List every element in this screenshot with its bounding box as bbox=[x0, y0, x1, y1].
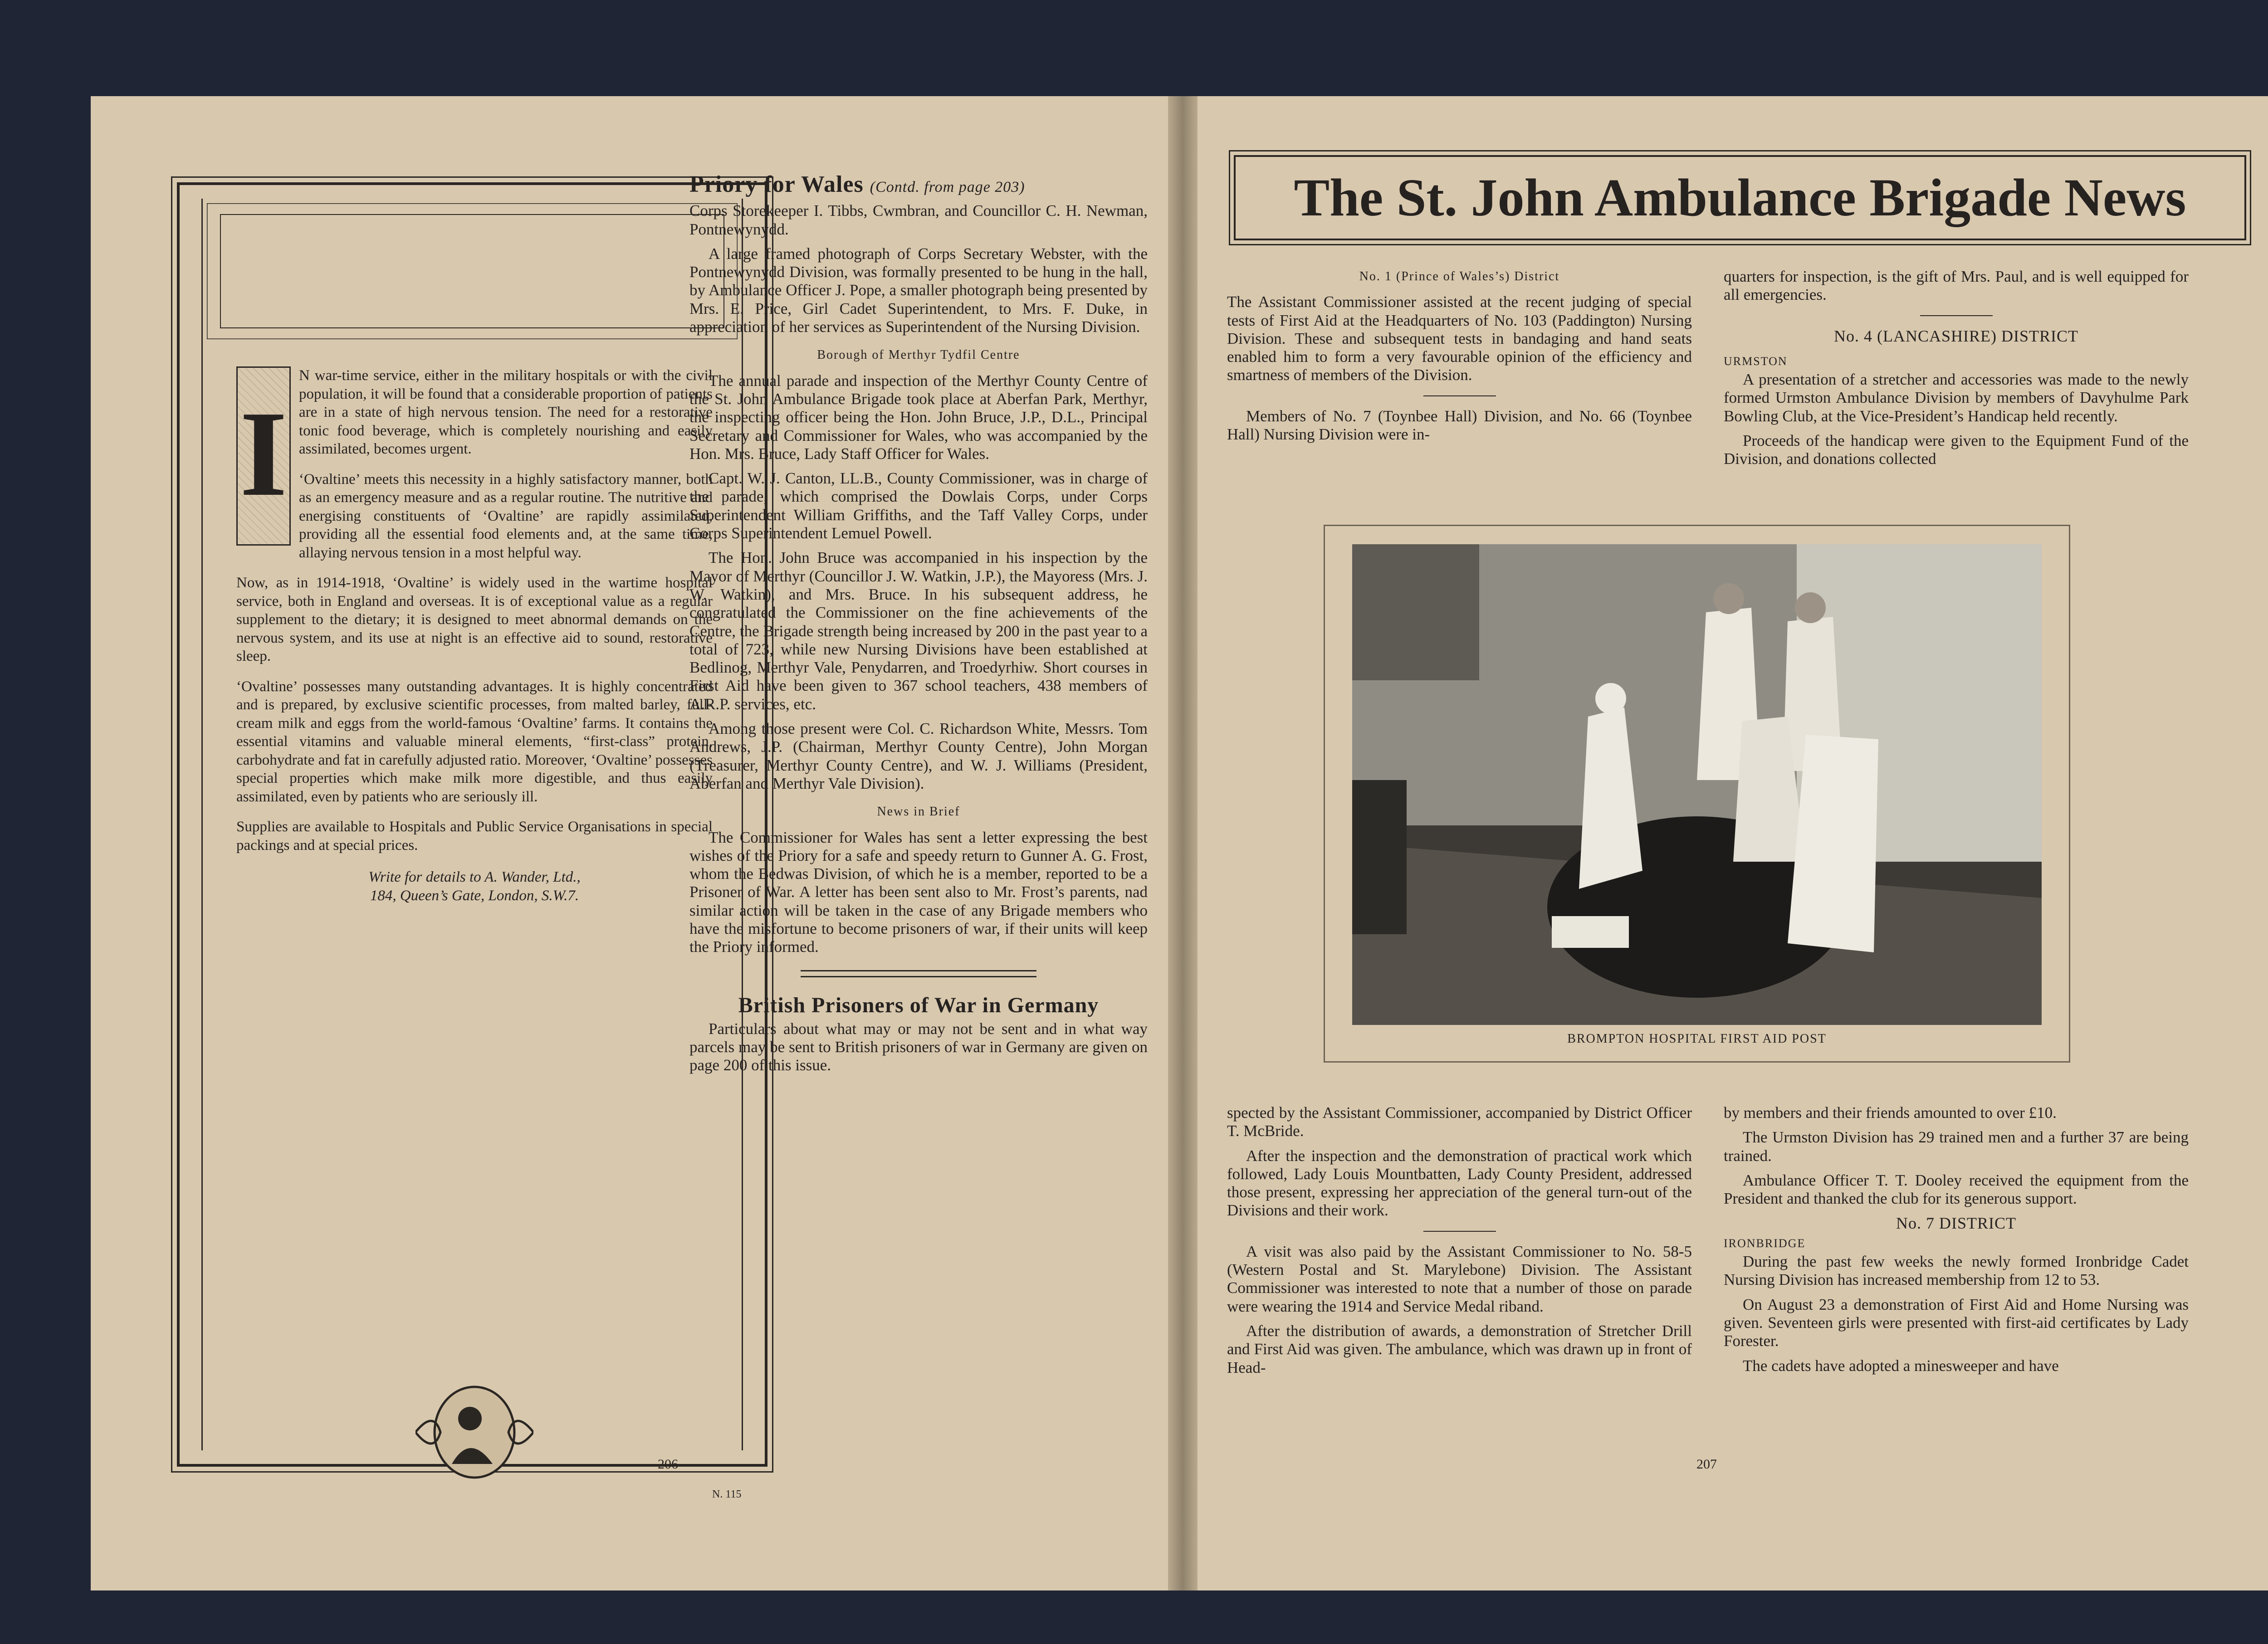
short-divider bbox=[1423, 395, 1496, 396]
drop-cap: I bbox=[236, 366, 291, 546]
article-paragraph: A large framed photograph of Corps Secretary Webster, with the Pontnewynydd Division, was formally presented to be hung in the hall, by Ambulance Officer J. Pope, a smaller photograph being presented by Mrs. E. Price, Girl Cadet Superintendent, to Mrs. F. Duke, in appreciation of her services as Superintendent of the Nursing Division. bbox=[689, 244, 1148, 336]
masthead: The St. John Ambulance Brigade News bbox=[1234, 155, 2246, 240]
article-paragraph: Proceeds of the handicap were given to the Equipment Fund of the Division, and donations collected bbox=[1724, 432, 2189, 468]
article-paragraph: After the distribution of awards, a demonstration of Stretcher Drill and First Aid was given. The ambulance, which was drawn up in front of Head- bbox=[1227, 1322, 1692, 1376]
article-paragraph: The Commissioner for Wales has sent a letter expressing the best wishes of the Priory for a safe and speedy return to Gunner A. G. Frost, whom the Bedwas Division, of which he is a member, reported to be a Prisoner of War. A letter has been sent also to Mr. Frost’s parents, nad similar action will be taken in the case of any Brigade members who have the misfortune to become prisoners of war, if their units will keep the Priory informed. bbox=[689, 828, 1148, 956]
article-paragraph: The Urmston Division has 29 trained men and a further 37 are being trained. bbox=[1724, 1128, 2189, 1165]
article-paragraph: by members and their friends amounted to over £10. bbox=[1724, 1104, 2057, 1122]
right-page bbox=[1198, 96, 2268, 1590]
article-paragraph: The Assistant Commissioner assisted at the recent judging of special tests of First Aid at the Headquarters of No. 103 (Paddington) Nursing Division. These and subsequent tests in bandaging and hand seats enabled him to form a very favourable opinion of the efficiency and smartness of members of the Division. bbox=[1227, 293, 1692, 384]
priory-title: Priory for Wales bbox=[689, 171, 864, 197]
short-divider bbox=[1920, 315, 1993, 316]
article-paragraph: A visit was also paid by the Assistant Commissioner to No. 58-5 (Western Postal and St. Marylebone) Division. The Assistant Commissioner was interested to note that a number of those on parade were wearing the 1914 and Service Medal riband. bbox=[1227, 1242, 1692, 1315]
article-paragraph: The Hon. John Bruce was accompanied in his inspection by the Mayor of Merthyr (Councillor J. W. Watkin, J.P.), the Mayoress (Mrs. J. W. Watkin), and Mrs. Bruce. In his subsequent address, he congratulated the Commissioner on the fine achievements of the Centre, the Brigade strength being increased by 200 in the past year to a total of 723, while new Nursing Divisions have been established at Bedlinog, Merthyr Vale, Penydarren, and Troedyrhiw. Short courses in First Aid have been given to 367 school teachers, 438 members of A.R.P. services, etc. bbox=[689, 549, 1148, 713]
place-label: IRONBRIDGE bbox=[1724, 1236, 1806, 1250]
priory-heading bbox=[689, 171, 1148, 197]
ad-paragraph: Supplies are available to Hospitals and Public Service Organisations in special packings and at special prices. bbox=[236, 819, 713, 854]
ad-paragraph: N war-time service, either in the military hospitals or with the civil population, it will be found that a considerable proportion of patients are in a state of high nervous tension. The need for a restorative tonic food beverage, which is completely nourishing and easily assimilated, becomes urgent. bbox=[299, 367, 713, 457]
left-page bbox=[91, 96, 1168, 1590]
short-divider bbox=[1423, 1231, 1496, 1232]
ornamental-header-icon bbox=[207, 203, 738, 339]
ad-contact-line: 184, Queen’s Gate, London, S.W.7. bbox=[370, 887, 579, 904]
continued-note: (Contd. from page 203) bbox=[870, 179, 1025, 195]
ad-paragraph: ‘Ovaltine’ meets this necessity in a highly satisfactory manner, both as an emergency measure and as a regular routine. The nutritive and energising constituents of ‘Ovaltine’ are rapidly assimilated, providing all the essential food elements and, at the same time, allaying nervous tension in a most helpful way. bbox=[299, 471, 713, 561]
place-label: URMSTON bbox=[1724, 354, 1788, 368]
section-subhead: Borough of Merthyr Tydfil Centre bbox=[817, 348, 1020, 362]
article-paragraph: The cadets have adopted a minesweeper and have bbox=[1743, 1356, 2059, 1375]
article-paragraph: Particulars about what may or may not be sent and in what way parcels may be sent to British prisoners of war in Germany are given on page 200 of this issue. bbox=[689, 1020, 1148, 1074]
article-paragraph: The annual parade and inspection of the Merthyr County Centre of the St. John Ambulance Brigade took place at Aberfan Park, Merthyr, the inspecting officer being the Hon. John Bruce, J.P., D.L., Principal Secretary and Commissioner for Wales, who was accompanied by the Hon. Mrs. Bruce, Lady Staff Officer for Wales. bbox=[689, 371, 1148, 463]
article-paragraph: After the inspection and the demonstration of practical work which followed, Lady Louis Mountbatten, Lady County President, addressed those present, expressing her appreciation of the general turn-out of the Divisions and their work. bbox=[1227, 1146, 1692, 1220]
ad-paragraph: ‘Ovaltine’ possesses many outstanding advantages. It is highly concentrated and is prepared, by exclusive scientific processes, from malted barley, full-cream milk and eggs from the world-famous ‘Ovaltine’ farms. It contains the essential vitamins and valuable mineral elements, “first-class” protein, carbohydrate and fat in carefully adjusted ratio. Moreover, ‘Ovaltine’ possesses special properties which make milk more digestible, and thus easily assimilated, even by patients who are seriously ill. bbox=[236, 678, 713, 805]
ovaltine-advertisement bbox=[177, 182, 767, 1467]
book-gutter bbox=[1168, 96, 1198, 1590]
page-number: 207 bbox=[1696, 1457, 1717, 1472]
ad-paragraph: Now, as in 1914-1918, ‘Ovaltine’ is widely used in the wartime hospital service, both in England and overseas. It is of exceptional value as a regular supplement to the dietary; it is designed to meet abnormal demands on the nervous system, and its use at night is an effective aid to sound, restorative sleep. bbox=[236, 575, 713, 664]
article-paragraph: Ambulance Officer T. T. Dooley received the equipment from the President and thanked the club for its generous support. bbox=[1724, 1171, 2189, 1208]
ad-contact-line: Write for details to A. Wander, Ltd., bbox=[368, 869, 581, 885]
district-1-column bbox=[1227, 268, 1692, 450]
section-subhead: No. 1 (Prince of Wales’s) District bbox=[1359, 269, 1560, 283]
photo-frame bbox=[1324, 525, 2070, 1063]
section-subhead: News in Brief bbox=[877, 805, 960, 819]
article-paragraph: quarters for inspection, is the gift of Mrs. Paul, and is well equipped for all emergencies. bbox=[1724, 268, 2189, 304]
article-paragraph: Capt. W. J. Canton, LL.B., County Commissioner, was in charge of the parade, which comprised the Dowlais Corps, under Corps Superintendent William Griffiths, and the Taff Valley Corps, under Corps Superintendent Lemuel Powell. bbox=[689, 469, 1148, 542]
priory-column bbox=[689, 171, 1148, 1081]
article-paragraph: Among those present were Col. C. Richardson White, Messrs. Tom Andrews, J.P. (Chairman, Merthyr County Centre), John Morgan (Treasurer, Merthyr County Centre), and W. J. Williams (President, Aberfan and Merthyr Vale Division). bbox=[689, 720, 1148, 792]
district-1-continued-column bbox=[1227, 1104, 1692, 1383]
article-paragraph: During the past few weeks the newly formed Ironbridge Cadet Nursing Division has increased membership from 12 to 53. bbox=[1724, 1253, 2189, 1289]
article-paragraph: Members of No. 7 (Toynbee Hall) Division, and No. 66 (Toynbee Hall) Nursing Division were in- bbox=[1227, 407, 1692, 444]
district-4-column bbox=[1724, 268, 2189, 475]
first-aid-photo bbox=[1352, 544, 2042, 1025]
article-paragraph: Corps Storekeeper I. Tibbs, Cwmbran, and Councillor C. H. Newman, Pontnewynydd. bbox=[689, 202, 1148, 238]
prisoners-title: British Prisoners of War in Germany bbox=[738, 993, 1099, 1017]
ad-contact bbox=[236, 868, 713, 905]
ad-body bbox=[236, 366, 713, 905]
article-paragraph: On August 23 a demonstration of First Aid and Home Nursing was given. Seventeen girls were presented with first-aid certificates by Lady Forester. bbox=[1724, 1295, 2189, 1350]
article-paragraph: spected by the Assistant Commissioner, accompanied by District Officer T. McBride. bbox=[1227, 1104, 1692, 1140]
section-subhead: No. 7 DISTRICT bbox=[1896, 1214, 2016, 1233]
page-number: 206 bbox=[658, 1457, 678, 1472]
district-7-column bbox=[1724, 1104, 2189, 1381]
nurse-emblem-icon bbox=[415, 1382, 533, 1482]
ad-code: N. 115 bbox=[712, 1488, 742, 1500]
section-divider bbox=[801, 970, 1036, 977]
photo-caption: BROMPTON HOSPITAL FIRST AID POST bbox=[1567, 1032, 1827, 1046]
section-subhead: No. 4 (LANCASHIRE) DISTRICT bbox=[1834, 327, 2078, 345]
article-paragraph: A presentation of a stretcher and accessories was made to the newly formed Urmston Ambulance Division by members of Davyhulme Park Bowling Club, at the Vice-President’s Handicap held recently. bbox=[1724, 371, 2189, 425]
